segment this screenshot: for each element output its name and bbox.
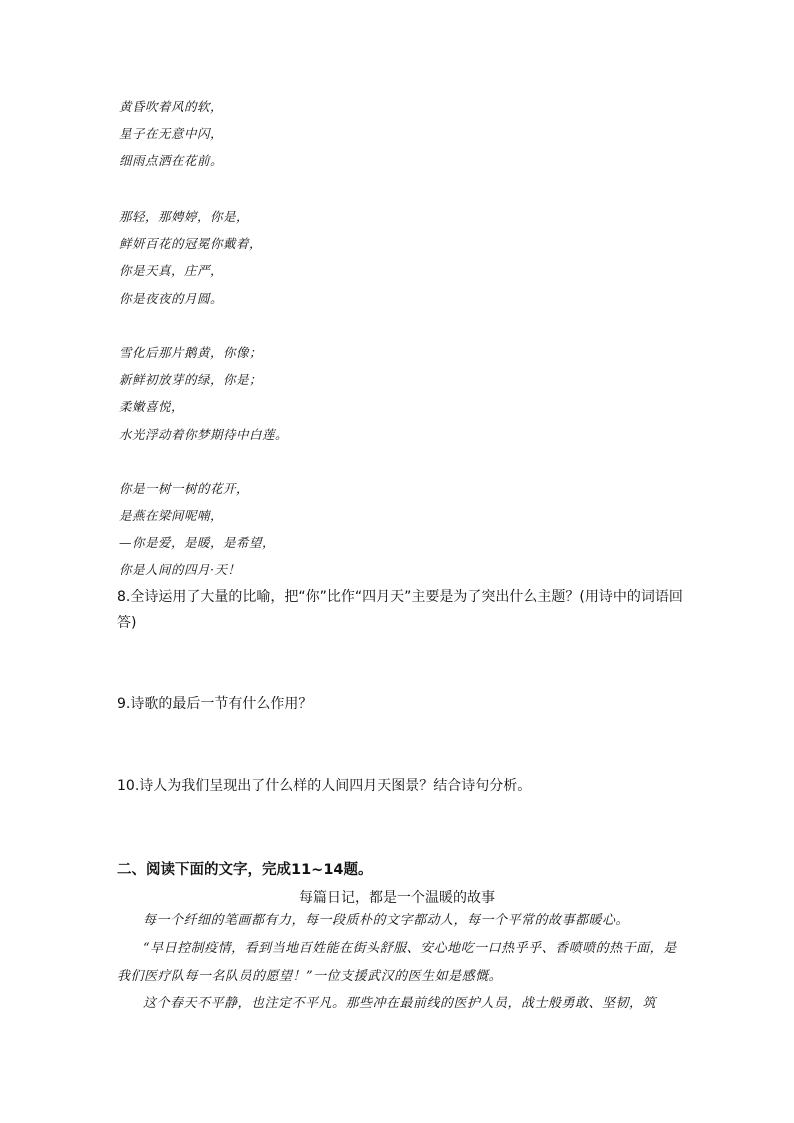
poem-line: 你是一树一树的花开， xyxy=(119,481,250,496)
poem-line: 是燕在梁间呢喃， xyxy=(119,508,224,523)
poem-line: 细雨点洒在花前。 xyxy=(119,153,224,168)
article-paragraph: 每一个纤细的笔画都有力，每一段质朴的文字都动人，每一个平常的故事都暖心。 xyxy=(143,913,630,928)
poem-line: 你是人间的四月·天！ xyxy=(119,562,241,577)
poem-line: 那轻，那娉婷，你是， xyxy=(119,209,250,224)
poem-line: 雪化后那片鹅黄，你像； xyxy=(119,345,263,360)
poem-line: 你是夜夜的月圆。 xyxy=(119,291,224,306)
question-10: 10.诗人为我们呈现出了什么样的人间四月天图景？结合诗句分析。 xyxy=(117,778,532,794)
question-8: 8.全诗运用了大量的比喻，把“你”比作“四月天”主要是为了突出什么主题？(用诗中的词语回答) xyxy=(117,589,683,631)
poem-line: —你是爱，是暖，是希望， xyxy=(119,535,276,550)
poem-line: 星子在无意中闪， xyxy=(119,126,224,141)
poem-line: 柔嫩喜悦， xyxy=(119,399,185,414)
poem-line: 新鲜初放芽的绿，你是； xyxy=(119,372,263,387)
article-paragraph: “早日控制疫情，看到当地百姓能在街头舒服、安心地吃一口热乎乎、香喷喷的热干面，是我们医疗队每一名队员的愿望！”一位支援武汉的医生如是感慨。 xyxy=(117,941,677,984)
poem-line: 鲜妍百花的冠冕你戴着， xyxy=(119,236,263,251)
article-title: 每篇日记，都是一个温暖的故事 xyxy=(299,890,495,906)
poem-line: 你是天真，庄严， xyxy=(119,263,224,278)
question-9: 9.诗歌的最后一节有什么作用？ xyxy=(117,696,313,712)
section-heading: 二、阅读下面的文字，完成11~14题。 xyxy=(117,862,373,878)
poem-line: 水光浮动着你梦期待中白莲。 xyxy=(119,427,289,442)
article-paragraph: 这个春天不平静，也注定不平凡。那些冲在最前线的医护人员，战士般勇敢、坚韧，筑 xyxy=(143,996,657,1011)
poem-line: 黄昏吹着风的软， xyxy=(119,99,224,114)
